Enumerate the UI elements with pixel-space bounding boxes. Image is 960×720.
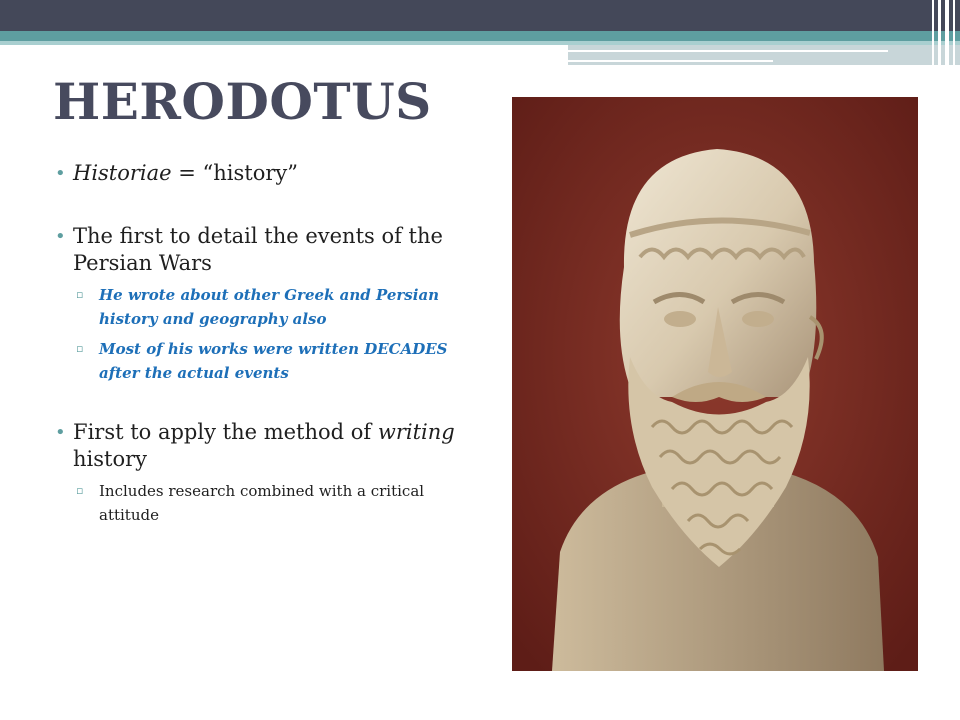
square-bullet-icon: ▫ [76,484,84,497]
bullet-persian-wars [55,223,475,277]
bullet-persian-wars-text: The first to detail the events of the Persian Wars [73,224,443,275]
bullet-dot-icon: • [55,422,66,443]
header-white-line [568,60,773,62]
square-bullet-icon: ▫ [76,342,84,355]
slide-title: HERODOTUS [53,72,432,131]
bullet-dot-icon: • [55,163,66,184]
sub-bullet-research-text: Includes research combined with a critical attitude [99,482,425,524]
header-dark-band [0,0,960,31]
header-vertical-lines [928,0,960,65]
herodotus-bust-image [512,97,918,671]
bullet-dot-icon: • [55,226,66,247]
bullet-historiae-definition: = “history” [171,161,299,185]
bullet-writing-after: history [73,447,148,471]
bullet-historiae [55,160,475,187]
sub-bullet-other-history [76,283,475,331]
marble-bust-icon [512,97,918,671]
sub-bullet-decades-text: Most of his works were written DECADES after the actual events [99,340,448,382]
bullet-writing-history [55,419,475,473]
bullet-writing-before: First to apply the method of [73,420,378,444]
header-white-line [568,50,888,52]
sub-bullet-other-history-text: He wrote about other Greek and Persian history and geography also [99,286,440,328]
square-bullet-icon: ▫ [76,288,84,301]
slide-body [55,160,475,527]
bullet-writing-italic: writing [377,420,455,444]
sub-bullet-decades [76,337,475,385]
header-gray-band [568,45,960,65]
sub-bullet-research [76,479,475,527]
bullet-historiae-term: Historiae [73,161,172,185]
header-teal-band [0,31,960,41]
